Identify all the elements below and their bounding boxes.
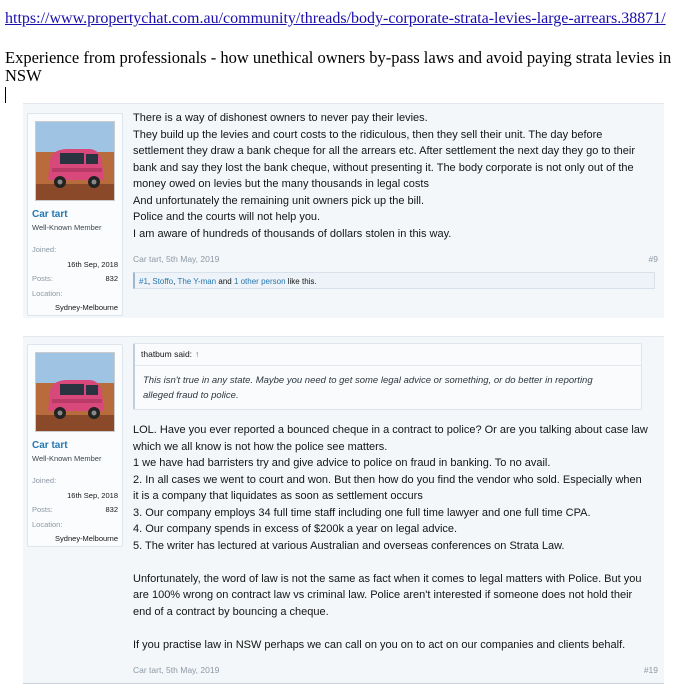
blank-line xyxy=(133,620,658,637)
message-line: it is a company that liquidates as soon as settlement occurs xyxy=(133,490,423,502)
user-card xyxy=(27,113,123,316)
thread-url-link[interactable]: https://www.propertychat.com.au/community/threads/body-corporate-strata-levies-large-arrears.38871/ xyxy=(5,10,666,27)
message-line: LOL. Have you ever reported a bounced cheque in a contract to police? Or are you talking about case law xyxy=(133,424,648,436)
message-line: are 100% wrong on contract law vs criminal law. Police aren't interested if someone does not hold their xyxy=(133,589,633,601)
user-avatar[interactable] xyxy=(35,121,115,201)
message-line: If you practise law in NSW perhaps we can call on you on to act on our companies and clients behalf. xyxy=(133,638,626,651)
blank-line xyxy=(133,554,658,571)
user-location-value: Sydney-Melbourne xyxy=(55,303,118,312)
post-author-date-link[interactable]: Car tart, 5th May, 2019 xyxy=(133,254,220,264)
likes-bar xyxy=(133,272,655,289)
quote-divider xyxy=(135,365,641,366)
user-posts-label: Posts: xyxy=(32,505,53,514)
likes-separator: and xyxy=(216,277,234,286)
user-location-label: Location: xyxy=(32,520,63,529)
message-line: 2. In all cases we went to court and won. But then how do you find the vendor who sold. Especially when xyxy=(133,473,642,486)
quote-block xyxy=(133,343,642,410)
user-posts-value: 832 xyxy=(105,274,118,283)
quote-line: alleged fraud to police. xyxy=(143,390,239,401)
message-line: 1 we have had barristers try and give advice to police on fraud in banking. To no avail. xyxy=(133,457,551,469)
message-line: money owed on levies but the many thousands in legal costs xyxy=(133,178,429,190)
post-author-date-link[interactable]: Car tart, 5th May, 2019 xyxy=(133,665,220,675)
message-line: They build up the levies and court costs to the ridiculous, then they sell their unit. The day before xyxy=(133,128,603,141)
message-line: end of a contract by bouncing a cheque. xyxy=(133,605,329,618)
page-heading: Experience from professionals - how unethical owners by-pass laws and avoid paying strata levies in NSW xyxy=(5,48,672,85)
user-location-label: Location: xyxy=(32,289,63,298)
likes-separator: , xyxy=(147,277,153,286)
username-link[interactable]: Car tart xyxy=(32,209,68,220)
message-line: And unfortunately the remaining unit owners pick up the bill. xyxy=(133,194,425,207)
user-posts-label: Posts: xyxy=(32,274,53,283)
message-line: which we all know is not how the police see matters. xyxy=(133,440,388,453)
like-user-link[interactable]: The Y-man xyxy=(177,277,217,286)
user-title: Well-Known Member xyxy=(32,454,102,463)
post-message xyxy=(133,422,658,653)
user-title: Well-Known Member xyxy=(32,223,102,232)
user-avatar[interactable] xyxy=(35,352,115,432)
post-number-link[interactable]: #19 xyxy=(643,665,658,675)
quote-header xyxy=(141,349,199,359)
message-line: 3. Our company employs 34 full time staff including one full time lawyer and one full time CPA. xyxy=(133,506,591,519)
user-joined-label: Joined: xyxy=(32,245,57,254)
post-meta xyxy=(133,254,658,264)
message-line: Unfortunately, the word of law is not the same as fact when it comes to legal matters with Police. But you xyxy=(133,572,642,585)
username-link[interactable]: Car tart xyxy=(32,440,68,451)
post-number-link[interactable]: #9 xyxy=(648,254,658,264)
message-line: bank and say they lost the bank cheque, without presenting it. The body corporate is not only out of the xyxy=(133,161,634,174)
quote-author-link[interactable]: thatbum said: xyxy=(141,349,193,359)
message-line: Police and the courts will not help you. xyxy=(133,211,321,223)
text-cursor xyxy=(5,87,6,103)
message-line: 5. The writer has lectured at various Australian and overseas conferences on Strata Law. xyxy=(133,539,565,552)
user-posts-row xyxy=(32,505,118,514)
post-9 xyxy=(23,103,664,318)
quote-body xyxy=(143,373,623,403)
likes-separator: , xyxy=(173,277,178,286)
message-line: 4. Our company spends in excess of $200k a year on legal advice. xyxy=(133,523,458,535)
post-message xyxy=(133,110,658,242)
quote-jump-arrow-icon[interactable]: ↑ xyxy=(195,349,200,359)
post-19 xyxy=(23,336,664,683)
likes-others-link[interactable]: 1 other person xyxy=(233,277,286,286)
user-joined-value: 16th Sep, 2018 xyxy=(67,260,118,269)
message-line: There is a way of dishonest owners to never pay their levies. xyxy=(133,112,428,124)
user-card xyxy=(27,344,123,547)
message-line: settlement they draw a bank cheque for all the arrears etc. After settlement the next day they go to their xyxy=(133,145,635,157)
user-joined-label: Joined: xyxy=(32,476,57,485)
likes-suffix: like this. xyxy=(285,277,317,286)
post-divider xyxy=(23,683,664,684)
like-user-link[interactable]: #1 xyxy=(139,277,148,286)
user-posts-value: 832 xyxy=(105,505,118,514)
message-line: I am aware of hundreds of thousands of dollars stolen in this way. xyxy=(133,227,452,240)
like-user-link[interactable]: Stoffo xyxy=(152,277,174,286)
user-location-value: Sydney-Melbourne xyxy=(55,534,118,543)
user-joined-value: 16th Sep, 2018 xyxy=(67,491,118,500)
quote-line: This isn't true in any state. Maybe you need to get some legal advice or something, or do better in reporting xyxy=(143,375,593,386)
post-meta xyxy=(133,665,658,675)
user-posts-row xyxy=(32,274,118,283)
